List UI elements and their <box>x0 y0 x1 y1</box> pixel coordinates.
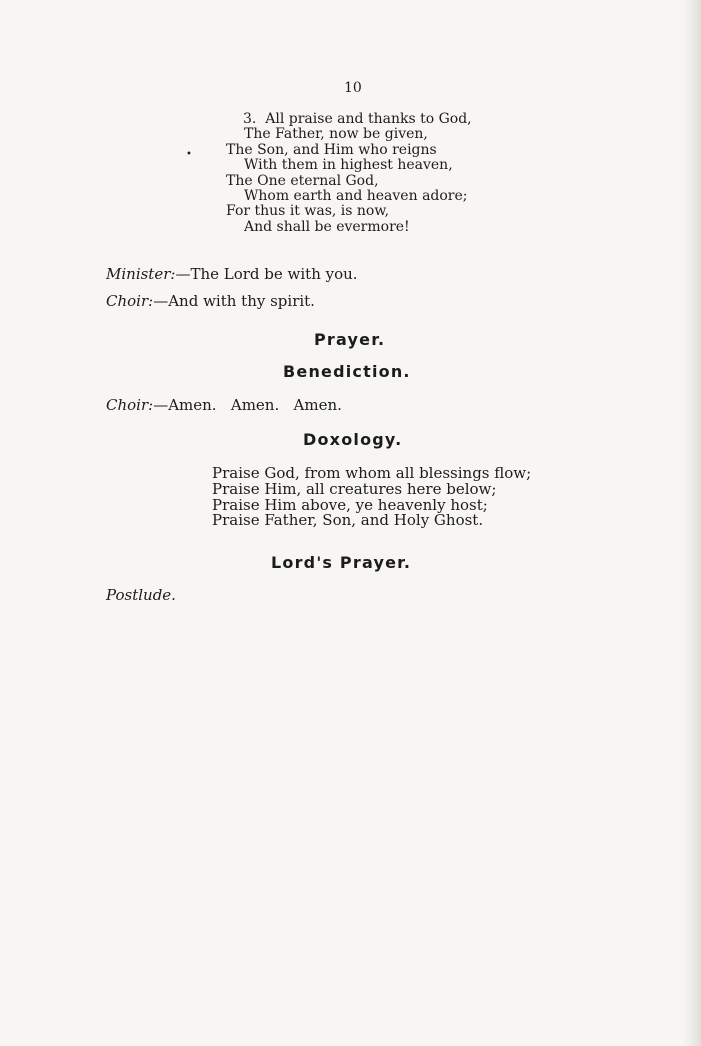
hymn-verse <box>226 112 472 235</box>
heading-prayer: Prayer. <box>314 330 386 349</box>
choir-response-line <box>106 292 315 310</box>
heading-benediction: Benediction. <box>283 362 411 381</box>
choir-amen-line <box>106 396 342 414</box>
choir-label: Choir: <box>106 292 154 310</box>
page-number: 10 <box>344 80 362 96</box>
minister-text: —The Lord be with you. <box>175 265 358 283</box>
choir-amen-text: —Amen. Amen. Amen. <box>153 396 342 414</box>
heading-doxology: Doxology. <box>303 430 403 449</box>
hymn-line-8: And shall be evermore! <box>244 218 410 235</box>
hymn-line-1: 3. All praise and thanks to God, <box>243 111 472 127</box>
choir-amen-label: Choir: <box>106 396 154 414</box>
doxology-verse <box>212 466 531 529</box>
verse-number: 3. <box>243 111 257 127</box>
doxology-line-2: Praise Him, all creatures here below; <box>212 479 497 498</box>
minister-label: Minister: <box>106 265 176 283</box>
hymn-line-7: For thus it was, is now, <box>226 203 390 220</box>
hymn-line-3: The Son, and Him who reigns <box>226 141 437 158</box>
hymn-line-4: With them in highest heaven, <box>244 157 453 174</box>
hymn-line-2: The Father, now be given, <box>244 126 428 143</box>
doxology-line-3: Praise Him above, ye heavenly host; <box>212 495 488 514</box>
hymn-line-6: Whom earth and heaven adore; <box>244 188 468 205</box>
heading-lords-prayer: Lord's Prayer. <box>271 553 412 572</box>
choir-response-text: —And with thy spirit. <box>153 292 315 310</box>
doxology-line-4: Praise Father, Son, and Holy Ghost. <box>212 511 484 530</box>
minister-line <box>106 265 358 283</box>
hymn-line-5: The One eternal God, <box>226 172 379 189</box>
postlude-label: Postlude. <box>106 586 176 604</box>
margin-bullet: • <box>186 149 192 160</box>
doxology-line-1: Praise God, from whom all blessings flow; <box>212 464 532 482</box>
page-edge-shadow <box>683 0 701 1046</box>
